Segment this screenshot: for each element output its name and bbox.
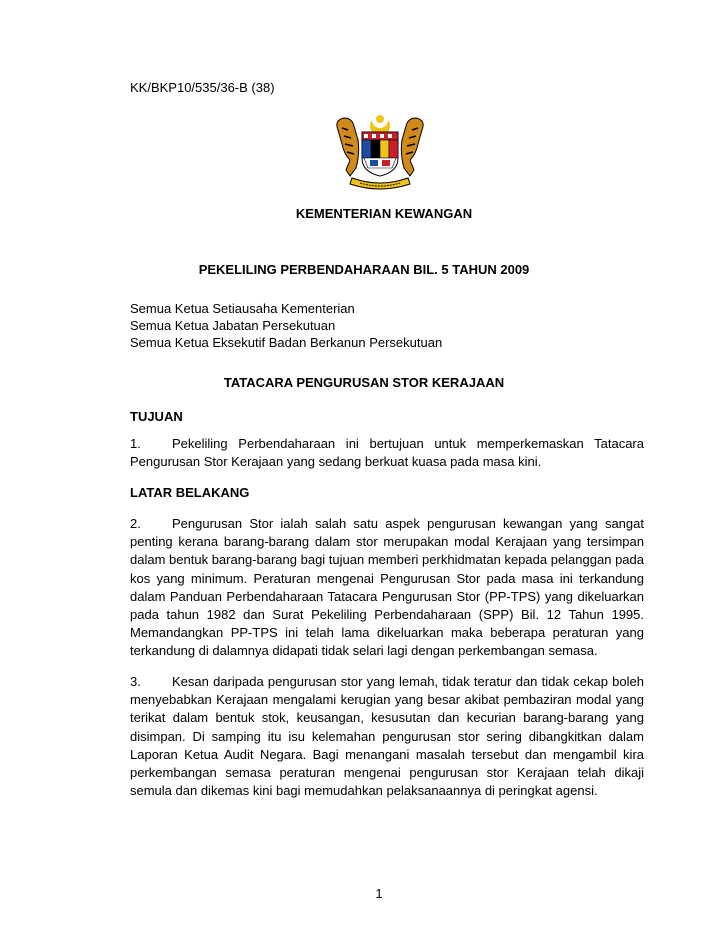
section-heading-latar-belakang: LATAR BELAKANG <box>130 485 250 500</box>
page-number: 1 <box>375 886 383 901</box>
paragraph-text: Kesan daripada pengurusan stor yang lemah, tidak teratur dan tidak cekap boleh menyebabkan Kerajaan mengalami kerugian yang besar akibat pembaziran modal yang terikat dalam bentuk stok, keusangan, kesusutan dan kecurian barang-barang yang disimpan. Di samping itu isu kelemahan pengurusan stor sering dibangkitkan dalam Laporan Ketua Audit Negara. Bagi menangani masalah tersebut dan mengambil kira perkembangan semasa peraturan mengenai pengurusan stor Kerajaan telah dikaji semula dan dikemas kini bagi memudahkan pelaksanaannya di peringkat agensi. <box>130 674 644 799</box>
paragraph-text: Pekeliling Perbendaharaan ini bertujuan untuk memperkemaskan Tatacara Pengurusan Stor Kerajaan yang sedang berkuat kuasa pada masa kini. <box>130 436 644 470</box>
paragraph-text: Pengurusan Stor ialah salah satu aspek pengurusan kewangan yang sangat penting kerana barang-barang dalam stor merupakan modal Kerajaan yang tersimpan dalam bentuk barang-barang bagi tujuan memberi perkhidmatan kepada pelanggan pada kos yang minimum. Peraturan mengenai Pengurusan Stor pada masa ini terkandung dalam Panduan Perbendaharaan Tatacara Pengurusan Stor (PP-TPS) yang dikeluarkan pada tahun 1982 dan Surat Pekeliling Perbendaharaan (SPP) Bil. 12 Tahun 1995. Memandangkan PP-TPS ini telah lama dikeluarkan maka beberapa peraturan yang terkandung di dalamnya didapati tidak selari lagi dengan perkembangan semasa. <box>130 516 644 659</box>
recipient-line: Semua Ketua Eksekutif Badan Berkanun Persekutuan <box>130 335 443 350</box>
recipients-block <box>130 300 442 351</box>
paragraph-number: 2. <box>130 516 141 531</box>
ministry-name: KEMENTERIAN KEWANGAN <box>295 206 473 221</box>
paragraph-number: 3. <box>130 674 141 689</box>
paragraph-3 <box>130 673 644 800</box>
paragraph-2 <box>130 515 644 661</box>
subject-title: TATACARA PENGURUSAN STOR KERAJAAN <box>223 375 505 390</box>
recipient-line: Semua Ketua Jabatan Persekutuan <box>130 318 336 333</box>
paragraph-1 <box>130 435 644 471</box>
section-heading-tujuan: TUJUAN <box>130 409 183 424</box>
circular-title: PEKELILING PERBENDAHARAAN BIL. 5 TAHUN 2009 <box>198 262 530 277</box>
coat-of-arms-emblem <box>330 110 430 192</box>
reference-number: KK/BKP10/535/36-B (38) <box>130 80 275 95</box>
recipient-line: Semua Ketua Setiausaha Kementerian <box>130 301 355 316</box>
paragraph-number: 1. <box>130 436 141 451</box>
